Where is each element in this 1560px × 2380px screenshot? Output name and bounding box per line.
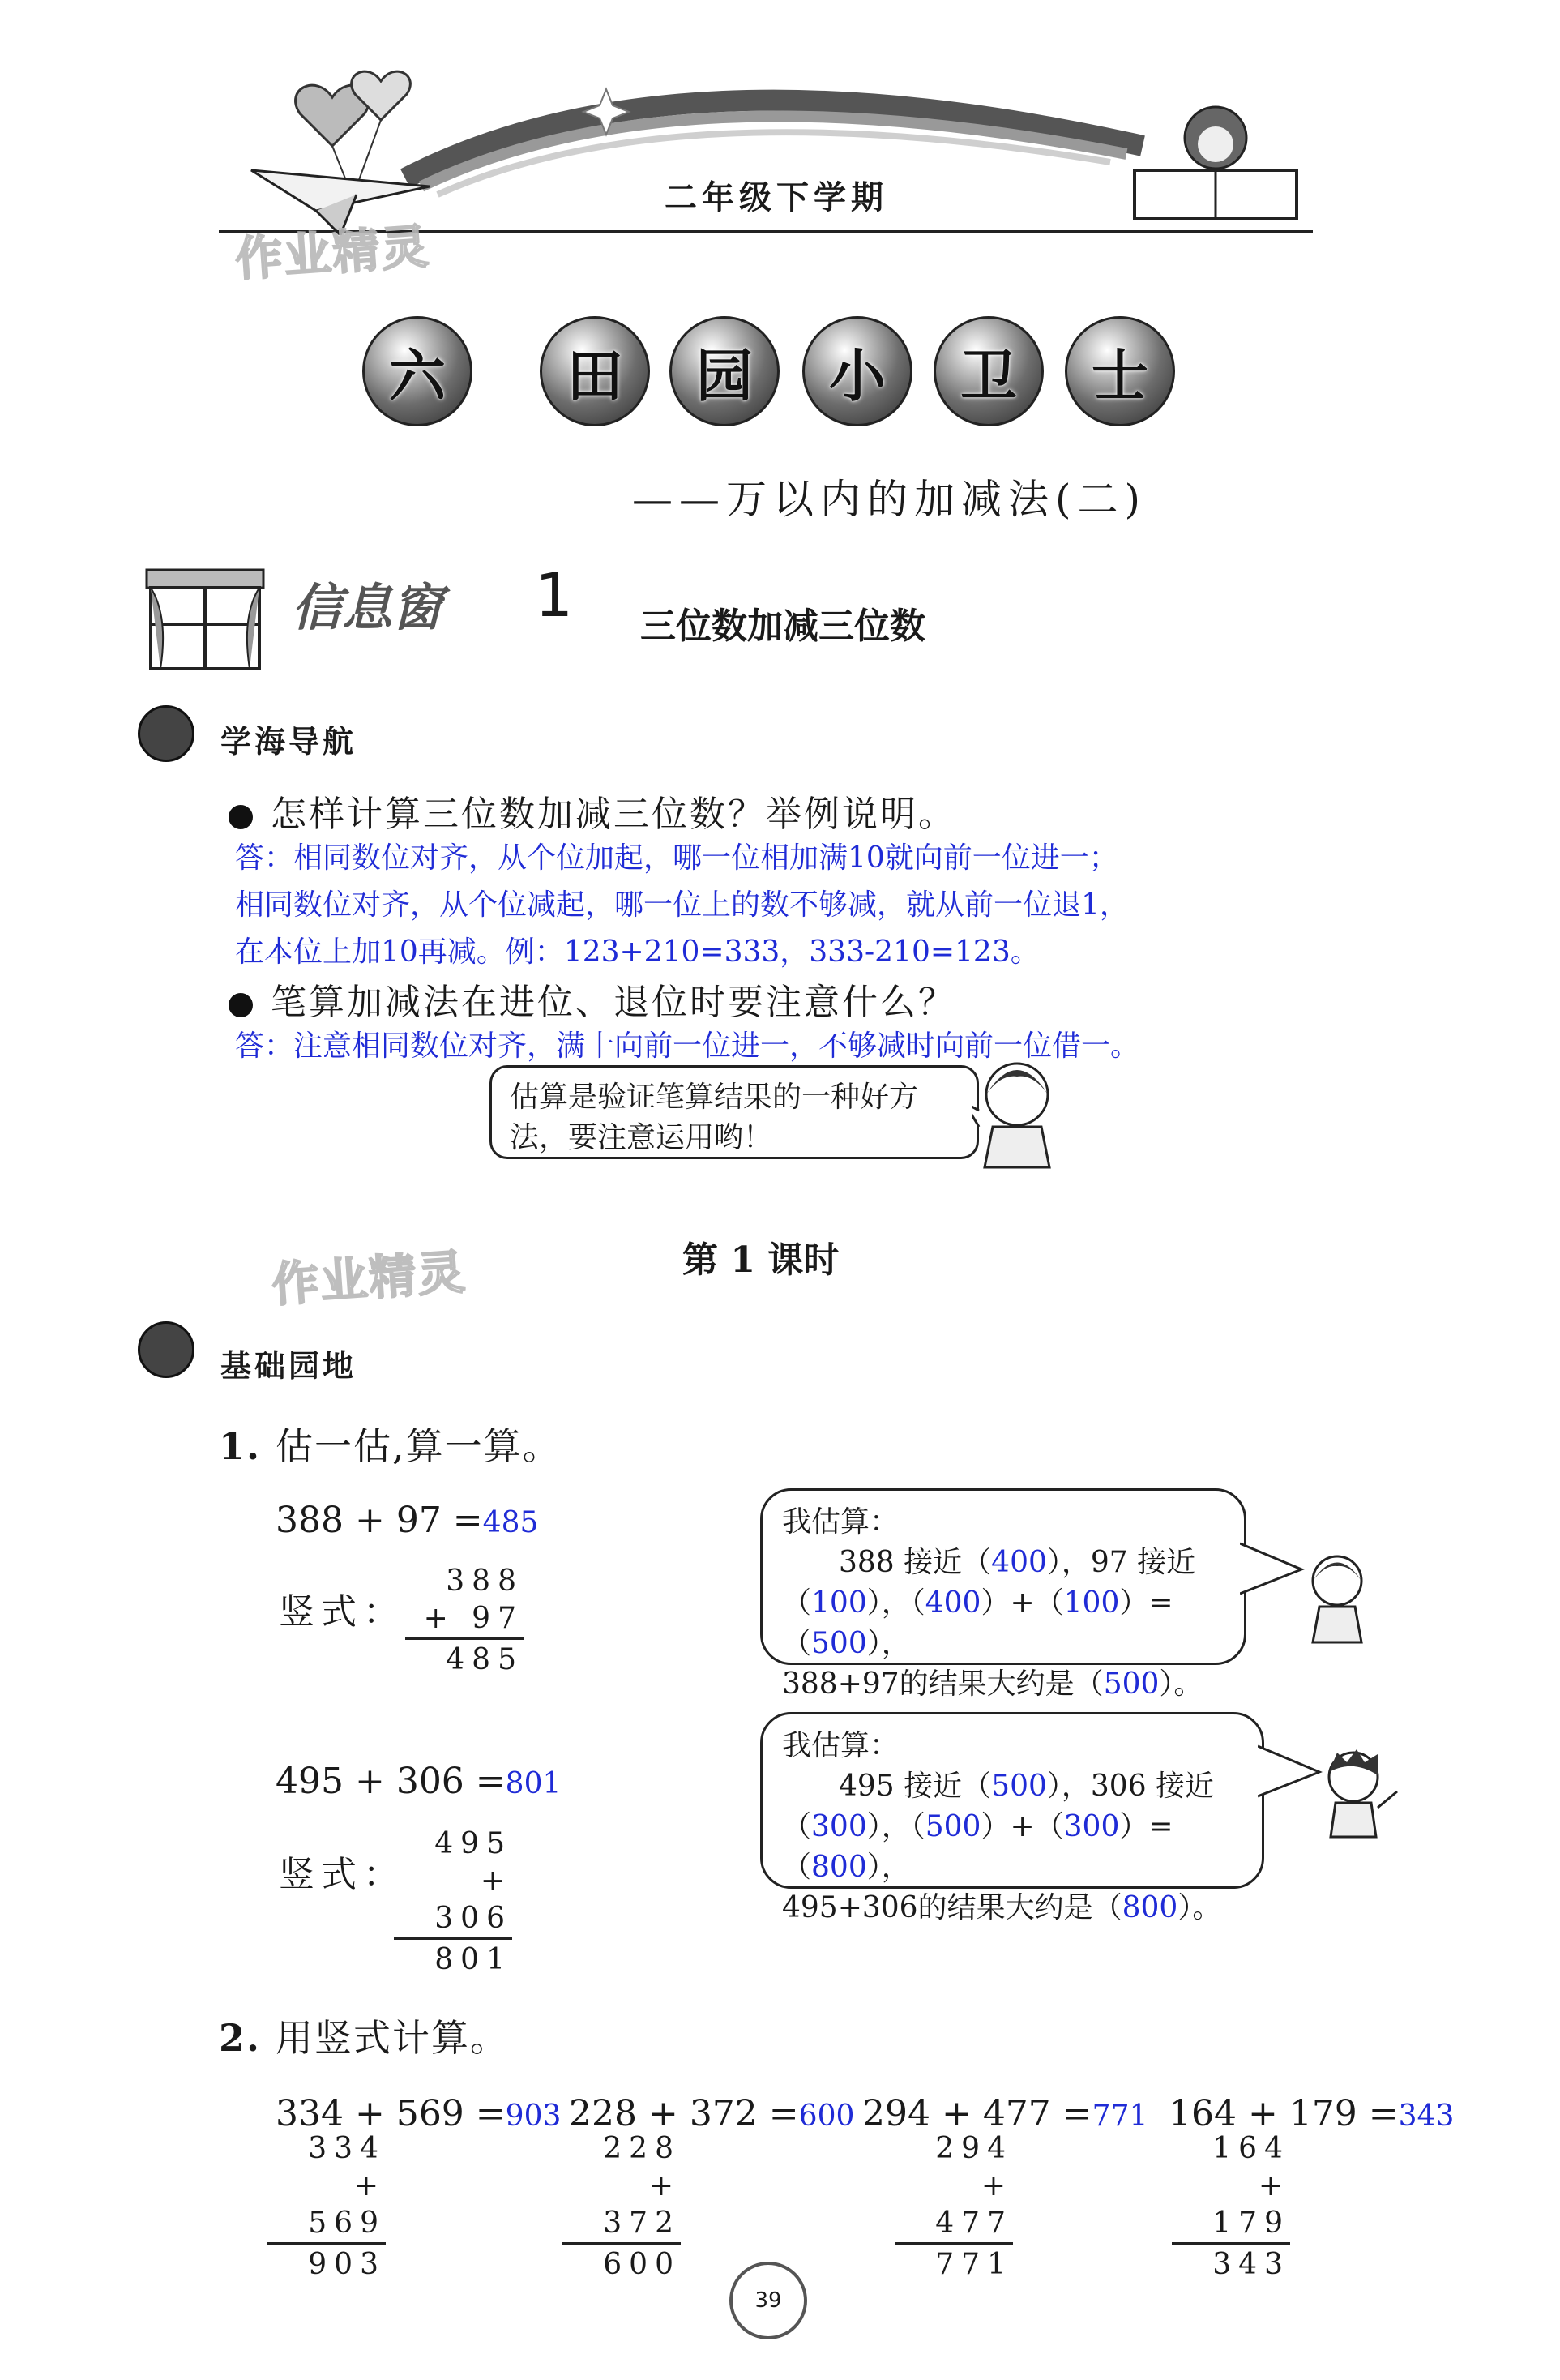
watermark: 作业精灵 <box>270 1244 468 1313</box>
answer: 771 <box>1092 2100 1148 2133</box>
heart-balloons-icon <box>296 71 411 186</box>
exercise-2-heading: 2. 用竖式计算。 <box>219 2016 510 2060</box>
guide-answer-2: 答：注意相同数位对齐，满十向前一位进一，不够减时向前一位借一。 <box>235 1029 1140 1063</box>
girl-character-icon <box>1297 1548 1378 1646</box>
reading-girl-icon <box>1135 107 1297 219</box>
watermark: 作业精灵 <box>233 218 432 288</box>
bullet-icon <box>229 805 253 829</box>
sum-line <box>1172 2242 1290 2245</box>
lesson-title: 第 1 课时 <box>682 1239 840 1281</box>
sum-line <box>394 1937 512 1940</box>
basic-section-title: 基础园地 <box>220 1348 357 1384</box>
sum-line <box>405 1637 524 1640</box>
answer: 485 <box>482 1506 539 1539</box>
equation: 164 + 179 =343 <box>1169 2093 1455 2134</box>
equation: 495 + 306 =801 <box>276 1761 562 1802</box>
vertical-label: 竖式： <box>279 1854 405 1895</box>
tip-speech-box: 估算是验证笔算结果的一种好方 法，要注意运用哟！ <box>489 1065 979 1159</box>
vertical-calculation: 228 + 372 600 <box>562 2130 681 2284</box>
equation: 294 + 477 =771 <box>862 2093 1148 2134</box>
guide-answer-line: 在本位上加10再减。例：123+210=333，333-210=123。 <box>235 935 1040 969</box>
basic-kid-icon <box>138 1321 194 1378</box>
girl-character-icon <box>972 1054 1062 1175</box>
bullet-icon <box>229 993 253 1017</box>
bubble-tail <box>1240 1540 1305 1597</box>
chapter-subtitle: ——万以内的加减法(二) <box>632 476 1148 523</box>
chapter-char: 田 <box>540 316 650 426</box>
guide-answer-line: 答：相同数位对齐，从个位加起，哪一位相加满10就向前一位进一； <box>235 841 1118 875</box>
guide-answer-line: 相同数位对齐，从个位减起，哪一位上的数不够减，就从前一位退1， <box>235 888 1129 922</box>
answer: 343 <box>1398 2100 1455 2133</box>
equation: 334 + 569 =903 <box>276 2093 562 2134</box>
vertical-calculation: 294 + 477 771 <box>895 2130 1013 2284</box>
equation: 228 + 372 =600 <box>569 2093 855 2134</box>
sum-line <box>267 2242 386 2245</box>
chapter-char: 士 <box>1065 316 1175 426</box>
sum-line <box>895 2242 1013 2245</box>
exercise-1-heading: 1. 估一估,算一算。 <box>219 1424 562 1468</box>
answer: 801 <box>505 1767 562 1800</box>
vertical-label: 竖式： <box>279 1591 405 1633</box>
boy-character-icon <box>1313 1743 1402 1840</box>
vertical-calculation: 495 + 306 801 <box>394 1826 512 1979</box>
guide-question-2: 笔算加减法在进位、退位时要注意什么？ <box>229 973 956 1025</box>
window-icon <box>144 567 266 671</box>
chapter-char: 卫 <box>934 316 1044 426</box>
chapter-char: 小 <box>802 316 912 426</box>
info-window-number: 1 <box>535 561 574 631</box>
answer: 600 <box>798 2100 855 2133</box>
estimate-bubble: 我估算： 388 接近（400），97 接近 （100），（400）+（100）=（500）， 388+97的结果大约是（500）。 <box>760 1488 1246 1665</box>
equation: 388 + 97 =485 <box>276 1500 539 1541</box>
vertical-calculation: 388 + 97 485 <box>405 1563 524 1679</box>
guide-question-1: 怎样计算三位数加减三位数？举例说明。 <box>229 785 956 837</box>
topic-title: 三位数加减三位数 <box>640 606 925 647</box>
guide-section-title: 学海导航 <box>220 724 357 760</box>
vertical-calculation: 164 + 179 343 <box>1172 2130 1290 2284</box>
chapter-char: 六 <box>362 316 472 426</box>
estimate-bubble: 我估算： 495 接近（500），306 接近 （300），（500）+（300）=（800）， 495+306的结果大约是（800）。 <box>760 1712 1264 1889</box>
vertical-calculation: 334 + 569 903 <box>267 2130 386 2284</box>
guide-kid-icon <box>138 705 194 762</box>
page-number: 39 <box>729 2262 807 2339</box>
sum-line <box>562 2242 681 2245</box>
grade-label: 二年级下学期 <box>665 179 888 216</box>
chapter-char: 园 <box>669 316 780 426</box>
info-window-label: 信息窗 <box>292 578 443 637</box>
answer: 903 <box>505 2100 562 2133</box>
